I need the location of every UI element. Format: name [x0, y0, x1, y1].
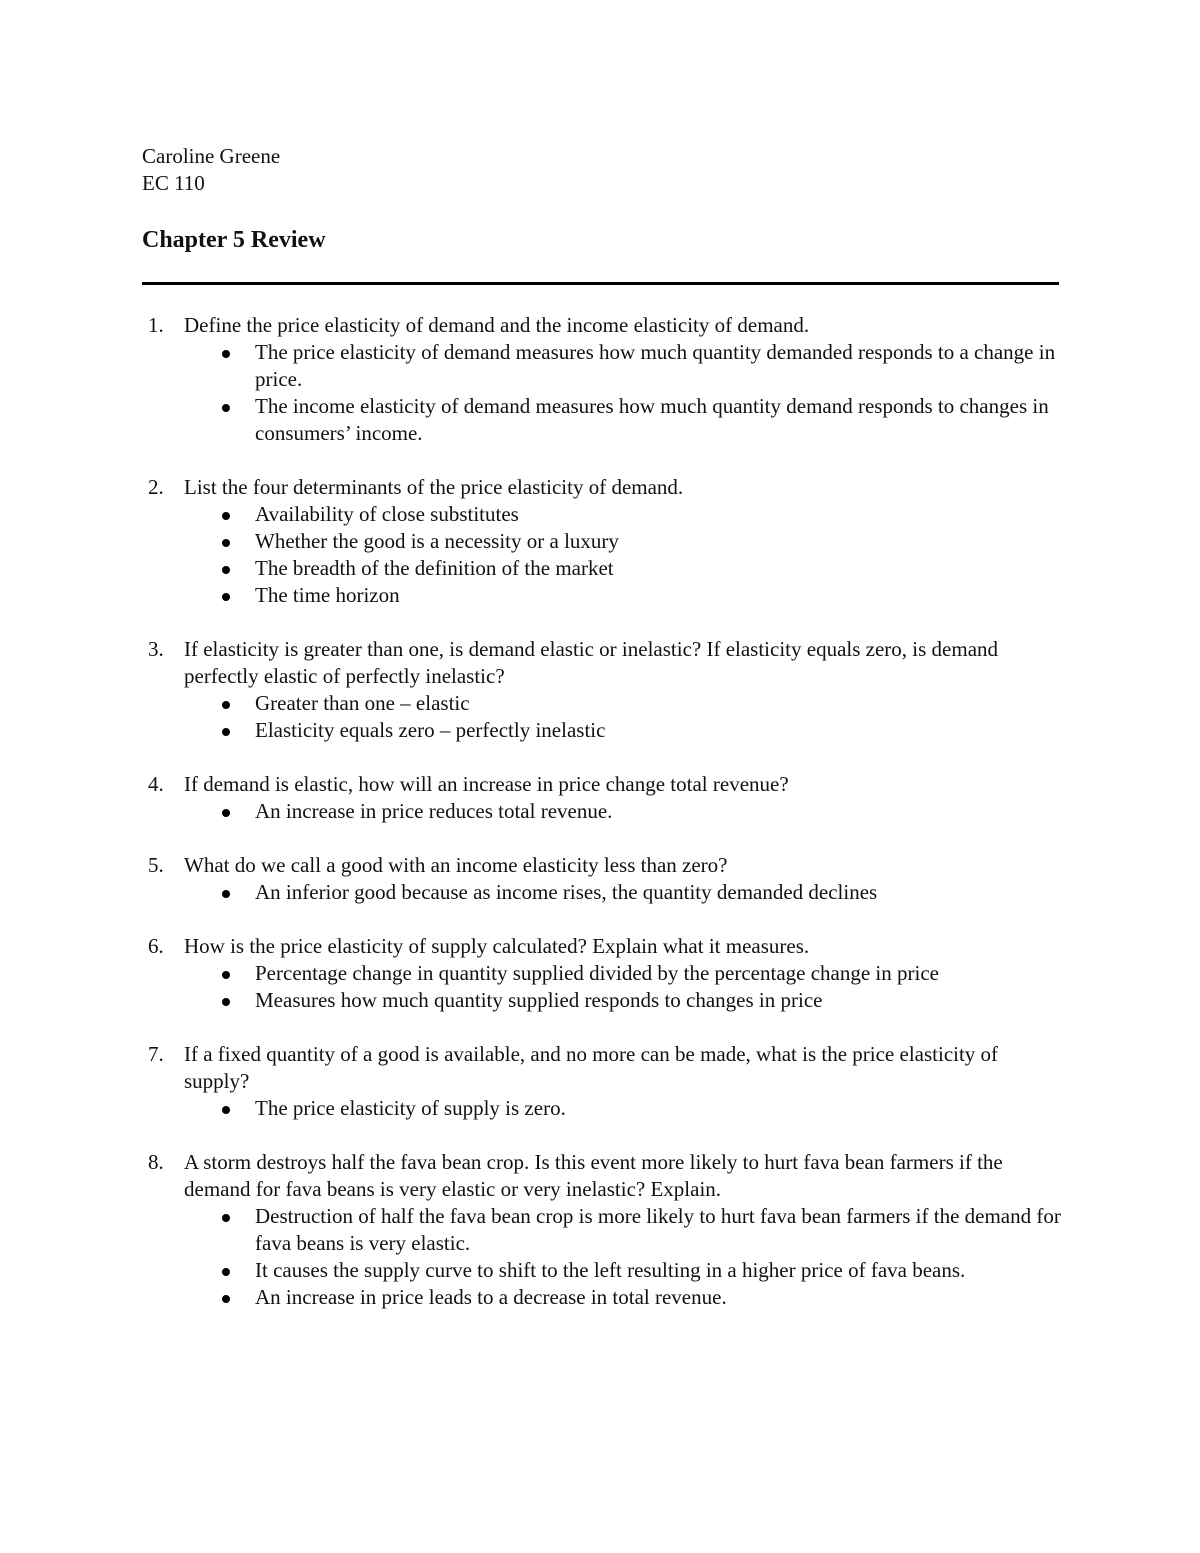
answer-text: The price elasticity of supply is zero. [255, 1096, 566, 1120]
bullet-icon [222, 1214, 230, 1222]
question-item [142, 312, 1062, 447]
answer-item [184, 879, 1062, 906]
answer-text: An increase in price leads to a decrease in total revenue. [255, 1285, 727, 1309]
answer-item [184, 1257, 1062, 1284]
question-item [142, 636, 1062, 744]
question-number: 7. [148, 1042, 164, 1066]
question-text: List the four determinants of the price elasticity of demand. [184, 475, 684, 499]
answer-text: Percentage change in quantity supplied divided by the percentage change in price [255, 961, 939, 985]
answer-list [184, 339, 1062, 447]
question-number: 8. [148, 1150, 164, 1174]
answer-text: Destruction of half the fava bean crop is more likely to hurt fava bean farmers if the demand for fava beans is very elastic. [255, 1204, 1061, 1255]
question-item [142, 933, 1062, 1014]
title-divider [142, 282, 1059, 285]
question-item [142, 1149, 1062, 1311]
answer-item [184, 528, 1062, 555]
bullet-icon [222, 593, 230, 601]
bullet-icon [222, 1295, 230, 1303]
bullet-icon [222, 350, 230, 358]
bullet-icon [222, 512, 230, 520]
question-number: 6. [148, 934, 164, 958]
author-name: Caroline Greene [142, 144, 281, 168]
answer-list [184, 501, 1062, 609]
question-text: Define the price elasticity of demand and the income elasticity of demand. [184, 313, 810, 337]
question-text: A storm destroys half the fava bean crop. Is this event more likely to hurt fava bean farmers if the demand for fava beans is very elastic or very inelastic? Explain. [184, 1150, 1003, 1201]
answer-text: The breadth of the definition of the market [255, 556, 614, 580]
question-item [142, 474, 1062, 609]
answer-text: Availability of close substitutes [255, 502, 519, 526]
answer-list [184, 1095, 1062, 1122]
question-item [142, 771, 1062, 825]
answer-list [184, 1203, 1062, 1311]
question-item [142, 1041, 1062, 1122]
answer-item [184, 960, 1062, 987]
question-text: How is the price elasticity of supply calculated? Explain what it measures. [184, 934, 810, 958]
bullet-icon [222, 728, 230, 736]
answer-text: An increase in price reduces total revenue. [255, 799, 613, 823]
answer-item [184, 393, 1062, 447]
bullet-icon [222, 1106, 230, 1114]
question-number: 5. [148, 853, 164, 877]
course-code: EC 110 [142, 171, 205, 195]
question-number: 2. [148, 475, 164, 499]
bullet-icon [222, 539, 230, 547]
answer-list [184, 798, 1062, 825]
answer-text: The income elasticity of demand measures how much quantity demand responds to changes in consumers’ income. [255, 394, 1049, 445]
answer-text: Whether the good is a necessity or a luxury [255, 529, 619, 553]
answer-item [184, 1203, 1062, 1257]
document-header [142, 143, 280, 197]
bullet-icon [222, 701, 230, 709]
question-number: 4. [148, 772, 164, 796]
answer-item [184, 987, 1062, 1014]
question-number: 3. [148, 637, 164, 661]
question-number: 1. [148, 313, 164, 337]
answer-item [184, 501, 1062, 528]
answer-list [184, 960, 1062, 1014]
answer-item [184, 798, 1062, 825]
answer-text: Measures how much quantity supplied responds to changes in price [255, 988, 823, 1012]
answer-item [184, 582, 1062, 609]
question-text: If demand is elastic, how will an increase in price change total revenue? [184, 772, 789, 796]
page-title: Chapter 5 Review [142, 227, 326, 253]
bullet-icon [222, 998, 230, 1006]
answer-text: An inferior good because as income rises, the quantity demanded declines [255, 880, 878, 904]
bullet-icon [222, 404, 230, 412]
answer-text: The price elasticity of demand measures how much quantity demanded responds to a change in price. [255, 340, 1056, 391]
question-item [142, 852, 1062, 906]
question-text: What do we call a good with an income elasticity less than zero? [184, 853, 728, 877]
bullet-icon [222, 971, 230, 979]
bullet-icon [222, 1268, 230, 1276]
answer-item [184, 690, 1062, 717]
bullet-icon [222, 809, 230, 817]
answer-text: Greater than one – elastic [255, 691, 470, 715]
bullet-icon [222, 566, 230, 574]
question-list [142, 312, 1062, 1338]
answer-item [184, 339, 1062, 393]
answer-item [184, 555, 1062, 582]
answer-list [184, 690, 1062, 744]
answer-list [184, 879, 1062, 906]
answer-text: Elasticity equals zero – perfectly inelastic [255, 718, 606, 742]
answer-text: The time horizon [255, 583, 400, 607]
answer-item [184, 717, 1062, 744]
bullet-icon [222, 890, 230, 898]
answer-item [184, 1095, 1062, 1122]
answer-text: It causes the supply curve to shift to the left resulting in a higher price of fava beans. [255, 1258, 966, 1282]
answer-item [184, 1284, 1062, 1311]
question-text: If elasticity is greater than one, is demand elastic or inelastic? If elasticity equals zero, is demand perfectly elastic of perfectly inelastic? [184, 637, 999, 688]
question-text: If a fixed quantity of a good is available, and no more can be made, what is the price elasticity of supply? [184, 1042, 999, 1093]
